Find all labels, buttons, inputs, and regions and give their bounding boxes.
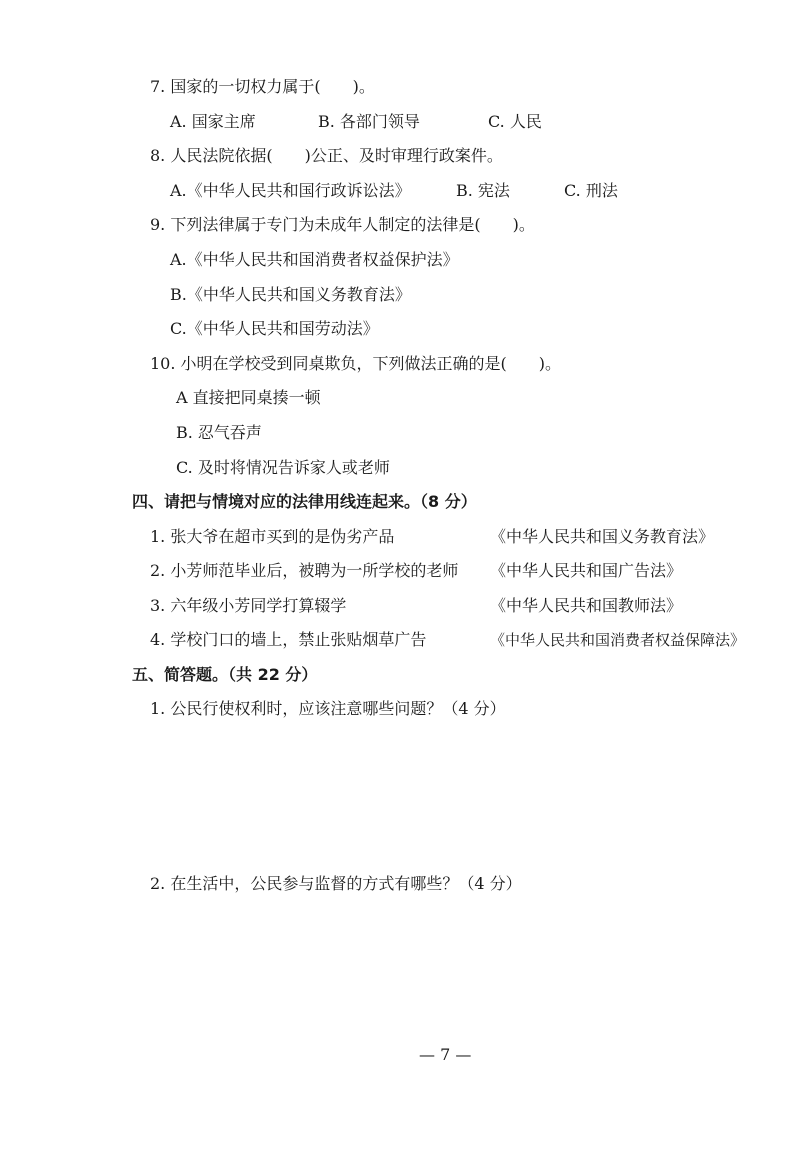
match-left-item: 2. 小芳师范毕业后，被聘为一所学校的老师 (150, 561, 459, 580)
q7-stem: 7. 国家的一切权力属于( )。 (150, 77, 375, 96)
match-left-item: 3. 六年级小芳同学打算辍学 (150, 596, 347, 615)
q8-option-b: B. 宪法 (456, 181, 510, 200)
q9-stem: 9. 下列法律属于专门为未成年人制定的法律是( )。 (150, 215, 535, 234)
short-answer-q1: 1. 公民行使权利时，应该注意哪些问题？（4 分） (150, 699, 506, 718)
q10-option-a: A 直接把同桌揍一顿 (176, 388, 321, 407)
section4-heading: 四、请把与情境对应的法律用线连起来。（8 分） (132, 492, 477, 511)
match-right-item: 《中华人民共和国广告法》 (490, 561, 683, 580)
match-right-item: 《中华人民共和国义务教育法》 (490, 527, 715, 546)
q9-option-b: B.《中华人民共和国义务教育法》 (170, 285, 411, 304)
match-left-item: 1. 张大爷在超市买到的是伪劣产品 (150, 527, 395, 546)
match-left-item: 4. 学校门口的墙上，禁止张贴烟草广告 (150, 630, 427, 649)
short-answer-q2: 2. 在生活中，公民参与监督的方式有哪些？（4 分） (150, 874, 522, 893)
q7-option-a: A. 国家主席 (170, 112, 256, 131)
q8-option-a: A.《中华人民共和国行政诉讼法》 (170, 181, 411, 200)
q9-option-c: C.《中华人民共和国劳动法》 (170, 319, 379, 338)
q8-option-c: C. 刑法 (564, 181, 618, 200)
section5-heading: 五、简答题。（共 22 分） (132, 665, 318, 684)
page-number: — 7 — (419, 1045, 472, 1064)
q7-option-c: C. 人民 (488, 112, 542, 131)
match-right-item: 《中华人民共和国教师法》 (490, 596, 683, 615)
q9-option-a: A.《中华人民共和国消费者权益保护法》 (170, 250, 459, 269)
q10-option-c: C. 及时将情况告诉家人或老师 (176, 458, 390, 477)
match-right-item: 《中华人民共和国消费者权益保障法》 (490, 631, 746, 649)
q7-option-b: B. 各部门领导 (318, 112, 420, 131)
q10-option-b: B. 忍气吞声 (176, 423, 262, 442)
q8-stem: 8. 人民法院依据( )公正、及时审理行政案件。 (150, 146, 503, 165)
q10-stem: 10. 小明在学校受到同桌欺负，下列做法正确的是( )。 (150, 354, 562, 373)
